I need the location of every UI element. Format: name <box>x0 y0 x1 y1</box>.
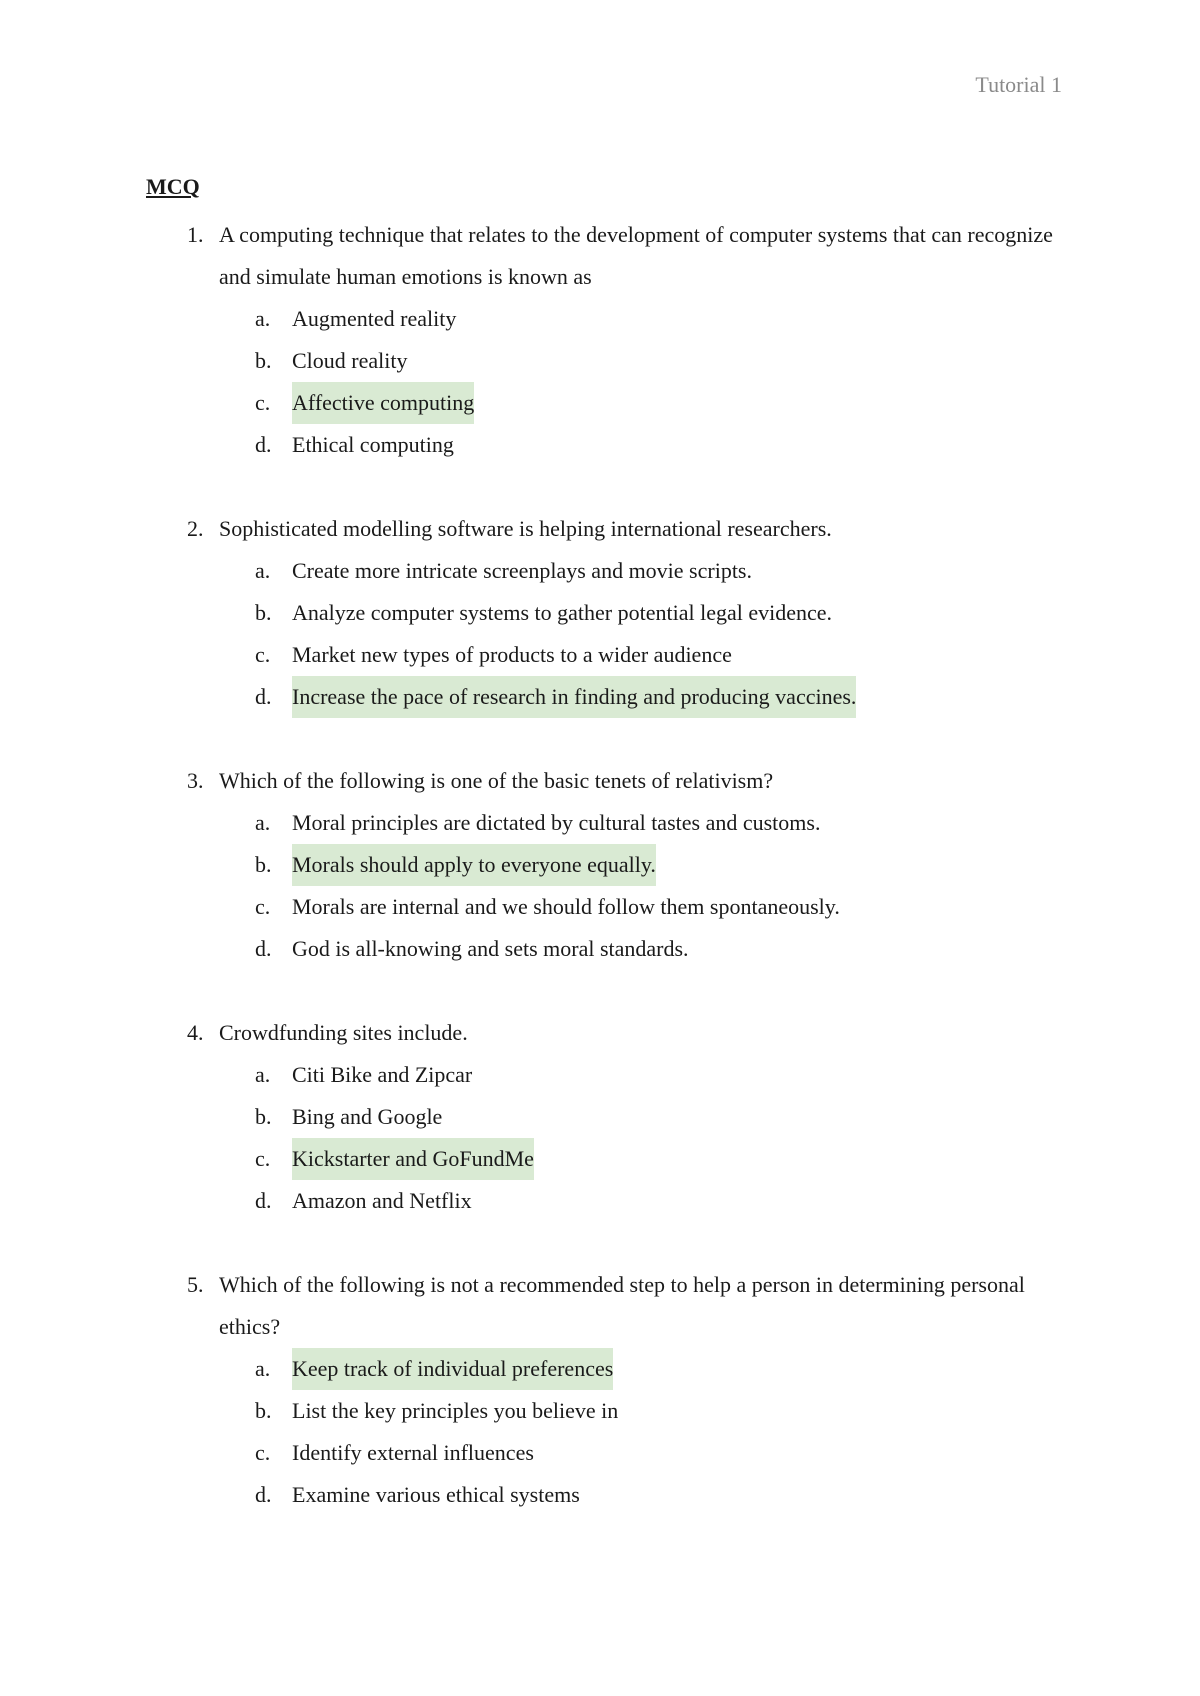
option-a: a. Citi Bike and Zipcar <box>146 1054 1076 1096</box>
question-3 <box>146 760 1076 970</box>
option-text: Increase the pace of research in finding and producing vaccines. <box>292 676 856 718</box>
option-c: c. Morals are internal and we should follow them spontaneously. <box>146 886 1076 928</box>
option-b: b. Analyze computer systems to gather potential legal evidence. <box>146 592 1076 634</box>
option-d: d. Examine various ethical systems <box>146 1474 1076 1516</box>
option-d: d. Increase the pace of research in finding and producing vaccines. <box>146 676 1076 718</box>
question-text: Which of the following is one of the basic tenets of relativism? <box>219 768 774 793</box>
option-b: b. Bing and Google <box>146 1096 1076 1138</box>
option-text: Analyze computer systems to gather potential legal evidence. <box>292 600 833 625</box>
question-text: Sophisticated modelling software is helping international researchers. <box>219 516 832 541</box>
option-d: d. Ethical computing <box>146 424 1076 466</box>
option-text: Create more intricate screenplays and movie scripts. <box>292 558 752 583</box>
option-b: b. List the key principles you believe in <box>146 1390 1076 1432</box>
option-text: Amazon and Netflix <box>292 1188 472 1213</box>
option-text: Citi Bike and Zipcar <box>292 1062 473 1087</box>
option-c: c. Affective computing <box>146 382 1076 424</box>
question-text: Crowdfunding sites include. <box>219 1020 468 1045</box>
option-b: b. Morals should apply to everyone equally. <box>146 844 1076 886</box>
question-5 <box>146 1264 1076 1516</box>
section-title: MCQ <box>146 174 200 199</box>
option-a: a. Moral principles are dictated by cultural tastes and customs. <box>146 802 1076 844</box>
option-text: Augmented reality <box>292 306 457 331</box>
option-c: c. Identify external influences <box>146 1432 1076 1474</box>
question-number: 3. <box>187 768 204 793</box>
option-text: Morals are internal and we should follow them spontaneously. <box>292 894 840 919</box>
question-number: 1. <box>187 222 204 247</box>
option-text: God is all-knowing and sets moral standards. <box>292 936 689 961</box>
option-text: Bing and Google <box>292 1104 443 1129</box>
option-text: Cloud reality <box>292 348 408 373</box>
option-d: d. God is all-knowing and sets moral standards. <box>146 928 1076 970</box>
option-a: a. Keep track of individual preferences <box>146 1348 1076 1390</box>
option-text: Identify external influences <box>292 1440 534 1465</box>
question-number: 5. <box>187 1272 204 1297</box>
option-text: Keep track of individual preferences <box>292 1348 613 1390</box>
question-text: Which of the following is not a recommended step to help a person in determining personal ethics? <box>219 1272 1025 1339</box>
option-list <box>146 1348 1076 1516</box>
question-list <box>146 214 1076 1558</box>
option-d: d. Amazon and Netflix <box>146 1180 1076 1222</box>
option-list <box>146 298 1076 466</box>
question-4 <box>146 1012 1076 1222</box>
question-text: A computing technique that relates to the development of computer systems that can recognize and simulate human emotions is known as <box>219 222 1053 289</box>
question-2 <box>146 508 1076 718</box>
page-header: Tutorial 1 <box>975 72 1062 97</box>
option-text: Affective computing <box>292 382 474 424</box>
option-text: Examine various ethical systems <box>292 1482 580 1507</box>
option-b: b. Cloud reality <box>146 340 1076 382</box>
question-1 <box>146 214 1076 466</box>
question-number: 2. <box>187 516 204 541</box>
option-text: Morals should apply to everyone equally. <box>292 844 656 886</box>
option-text: Moral principles are dictated by cultural tastes and customs. <box>292 810 821 835</box>
option-a: a. Create more intricate screenplays and movie scripts. <box>146 550 1076 592</box>
option-c: c. Kickstarter and GoFundMe <box>146 1138 1076 1180</box>
option-c: c. Market new types of products to a wider audience <box>146 634 1076 676</box>
option-text: Market new types of products to a wider audience <box>292 642 732 667</box>
option-list <box>146 802 1076 970</box>
option-a: a. Augmented reality <box>146 298 1076 340</box>
option-list <box>146 1054 1076 1222</box>
option-list <box>146 550 1076 718</box>
question-number: 4. <box>187 1020 204 1045</box>
option-text: List the key principles you believe in <box>292 1398 619 1423</box>
option-text: Kickstarter and GoFundMe <box>292 1138 534 1180</box>
option-text: Ethical computing <box>292 432 454 457</box>
